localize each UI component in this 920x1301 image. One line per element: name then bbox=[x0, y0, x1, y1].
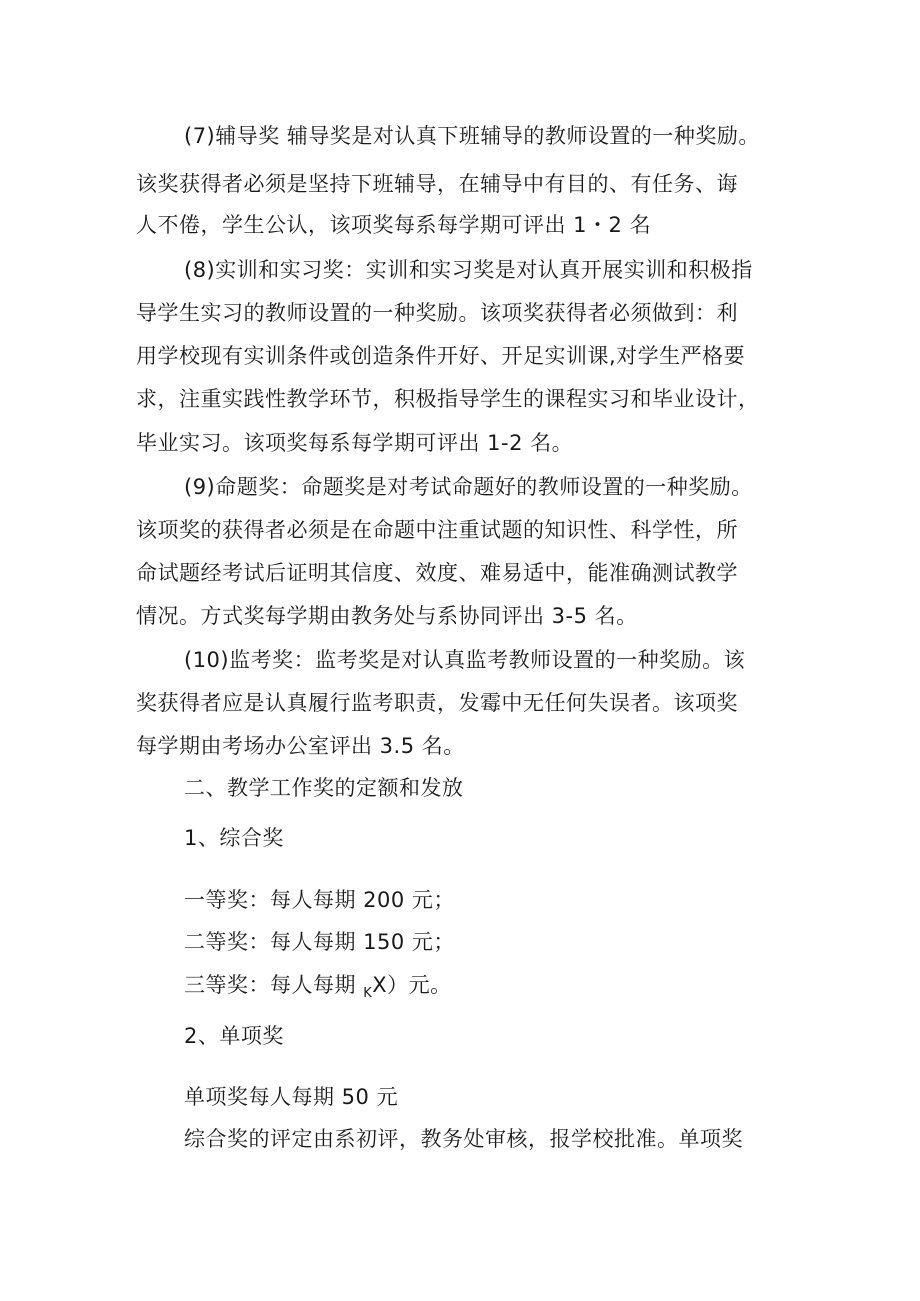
item-9-line-4: 情况。方式奖每学期由教务处与系协同评出 3-5 名。 bbox=[136, 604, 638, 628]
item-8-line-1: (8)实训和实习奖：实训和实习奖是对认真开展实训和积极指 bbox=[184, 258, 753, 282]
prize-third bbox=[184, 970, 452, 1009]
prize-first: 一等奖：每人每期 200 元； bbox=[184, 888, 455, 912]
item-8-line-2: 导学生实习的教师设置的一种奖励。该项奖获得者必须做到：利 bbox=[136, 301, 738, 325]
item-10-line-3: 每学期由考场办公室评出 3.5 名。 bbox=[136, 734, 465, 758]
item-10-line-1: (10)监考奖：监考奖是对认真监考教师设置的一种奖励。该 bbox=[184, 648, 746, 672]
item-7-line-1: (7)辅导奖 辅导奖是对认真下班辅导的教师设置的一种奖励。 bbox=[184, 124, 760, 148]
section-heading: 二、教学工作奖的定额和发放 bbox=[184, 776, 464, 800]
item-7-line-2: 该奖获得者必须是坚持下班辅导，在辅导中有目的、有任务、诲 bbox=[136, 172, 738, 196]
sub-heading-comprehensive: 1、综合奖 bbox=[184, 826, 284, 850]
prize-third-text-b: X）元。 bbox=[372, 973, 452, 997]
item-10-line-2: 奖获得者应是认真履行监考职责，发霉中无任何失误者。该项奖 bbox=[136, 691, 738, 715]
prize-second: 二等奖：每人每期 150 元； bbox=[184, 930, 455, 954]
item-9-line-1: (9)命题奖：命题奖是对考试命题好的教师设置的一种奖励。 bbox=[184, 475, 753, 499]
prize-third-subscript: K bbox=[363, 986, 373, 1001]
item-7-line-3: 人不倦，学生公认，该项奖每系每学期可评出 1・2 名 bbox=[136, 213, 652, 237]
item-9-line-3: 命试题经考试后证明其信度、效度、难易适中，能准确测试教学 bbox=[136, 561, 738, 585]
item-8-line-4: 求，注重实践性教学环节，积极指导学生的课程实习和毕业设计， bbox=[136, 387, 760, 411]
final-line: 综合奖的评定由系初评，教务处审核，报学校批准。单项奖 bbox=[184, 1127, 743, 1151]
prize-third-text-a: 三等奖：每人每期 bbox=[184, 973, 364, 997]
item-8-line-3: 用学校现有实训条件或创造条件开好、开足实训课,对学生严格要 bbox=[136, 344, 746, 368]
single-award-amount: 单项奖每人每期 50 元 bbox=[184, 1085, 399, 1109]
item-9-line-2: 该项奖的获得者必须是在命题中注重试题的知识性、科学性，所 bbox=[136, 518, 738, 542]
item-8-line-5: 毕业实习。该项奖每系每学期可评出 1-2 名。 bbox=[136, 431, 574, 455]
sub-heading-single: 2、单项奖 bbox=[184, 1024, 284, 1048]
